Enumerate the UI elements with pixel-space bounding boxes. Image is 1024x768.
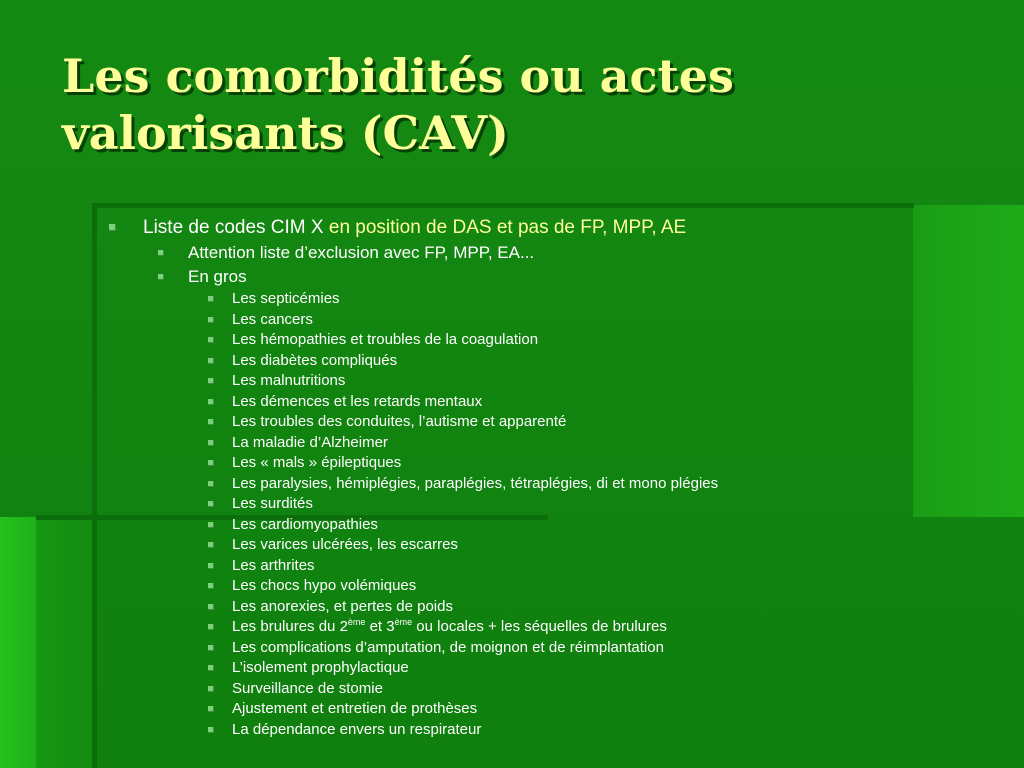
list-item-text: Les anorexies, et pertes de poids	[232, 597, 453, 615]
list-item	[108, 699, 1004, 720]
burns-text-3: ou locales + les séquelles de brulures	[412, 618, 667, 635]
detail-list	[108, 289, 1004, 617]
list-item-burns	[108, 617, 1004, 638]
list-item-text: Les troubles des conduites, l’autisme et apparenté	[232, 413, 567, 430]
list-item	[108, 289, 1004, 310]
square-bullet-icon	[109, 224, 116, 231]
list-item-text: Attention liste d’exclusion avec FP, MPP, EA...	[188, 243, 535, 262]
list-item	[108, 265, 1004, 289]
list-item	[108, 453, 1004, 474]
main-bullet-item	[108, 214, 1004, 241]
list-item-text: Les cancers	[232, 310, 313, 328]
square-bullet-icon	[208, 440, 214, 446]
main-item-highlight: en position de DAS et pas de FP, MPP, AE	[328, 217, 687, 238]
square-bullet-icon	[208, 399, 214, 405]
list-item-text: L’isolement prophylactique	[232, 659, 409, 676]
sub-list	[108, 241, 1004, 289]
square-bullet-icon	[208, 706, 214, 712]
square-bullet-icon	[208, 665, 214, 671]
list-item	[108, 597, 1004, 618]
burns-sup-2: ème	[394, 617, 413, 627]
list-item-text: Les diabètes compliqués	[232, 351, 398, 369]
square-bullet-icon	[158, 274, 164, 280]
burns-sup-1: ème	[347, 617, 366, 627]
list-item-text: Les démences et les retards mentaux	[232, 392, 483, 410]
list-item-text: Les complications d’amputation, de moignon et de réimplantation	[232, 638, 664, 656]
square-bullet-icon	[208, 686, 214, 692]
list-item-text: Les chocs hypo volémiques	[232, 577, 417, 594]
decorative-line-top	[96, 203, 914, 208]
list-item	[108, 392, 1004, 413]
list-item	[108, 241, 1004, 265]
list-item-text: Les varices ulcérées, les escarres	[232, 536, 458, 553]
list-item-text: Les arthrites	[232, 556, 315, 574]
list-item-text: Les septicémies	[232, 290, 340, 307]
square-bullet-icon	[208, 501, 214, 507]
list-item	[108, 556, 1004, 577]
square-bullet-icon	[208, 645, 214, 651]
list-item	[108, 679, 1004, 700]
list-item	[108, 433, 1004, 454]
burns-text-2: et 3	[365, 618, 395, 635]
list-item	[108, 535, 1004, 556]
list-item	[108, 658, 1004, 679]
square-bullet-icon	[208, 296, 214, 302]
list-item-text: Les paralysies, hémiplégies, paraplégies, tétraplégies, di et mono plégies	[232, 474, 719, 492]
list-item-text: Les malnutritions	[232, 372, 346, 389]
list-item-text: La dépendance envers un respirateur	[232, 720, 482, 738]
list-item-text: Les « mals » épileptiques	[232, 454, 402, 471]
slide-content	[108, 214, 1004, 740]
square-bullet-icon	[208, 604, 214, 610]
list-item-text: Les cardiomyopathies	[232, 515, 378, 533]
list-item	[108, 515, 1004, 536]
square-bullet-icon	[208, 378, 214, 384]
list-item	[108, 310, 1004, 331]
list-item	[108, 330, 1004, 351]
burns-text-1: Les brulures du 2	[232, 618, 348, 635]
list-item	[108, 576, 1004, 597]
square-bullet-icon	[208, 358, 214, 364]
slide-title: Les comorbidités ou actes valorisants (CAV)	[62, 49, 734, 160]
list-item	[108, 720, 1004, 741]
main-item-text: Liste de codes CIM X	[143, 217, 329, 238]
list-item-text: Ajustement et entretien de prothèses	[232, 700, 478, 717]
square-bullet-icon	[208, 583, 214, 589]
square-bullet-icon	[208, 624, 214, 630]
list-item	[108, 474, 1004, 495]
square-bullet-icon	[208, 727, 214, 733]
list-item	[108, 412, 1004, 433]
square-bullet-icon	[208, 522, 214, 528]
list-item	[108, 638, 1004, 659]
list-item-text: En gros	[188, 267, 247, 286]
list-item	[108, 494, 1004, 515]
square-bullet-icon	[208, 481, 214, 487]
decorative-panel-left-inner	[36, 517, 96, 768]
square-bullet-icon	[208, 337, 214, 343]
list-item	[108, 371, 1004, 392]
detail-list-end	[108, 638, 1004, 741]
decorative-line-vertical	[92, 203, 97, 768]
square-bullet-icon	[158, 250, 164, 256]
square-bullet-icon	[208, 563, 214, 569]
list-item-text: La maladie d’Alzheimer	[232, 433, 388, 451]
list-item	[108, 351, 1004, 372]
list-item-text: Les hémopathies et troubles de la coagulation	[232, 331, 539, 348]
square-bullet-icon	[208, 317, 214, 323]
list-item-text: Les surdités	[232, 495, 313, 512]
square-bullet-icon	[208, 419, 214, 425]
list-item-text: Surveillance de stomie	[232, 679, 383, 697]
square-bullet-icon	[208, 542, 214, 548]
decorative-panel-left	[0, 517, 36, 768]
square-bullet-icon	[208, 460, 214, 466]
